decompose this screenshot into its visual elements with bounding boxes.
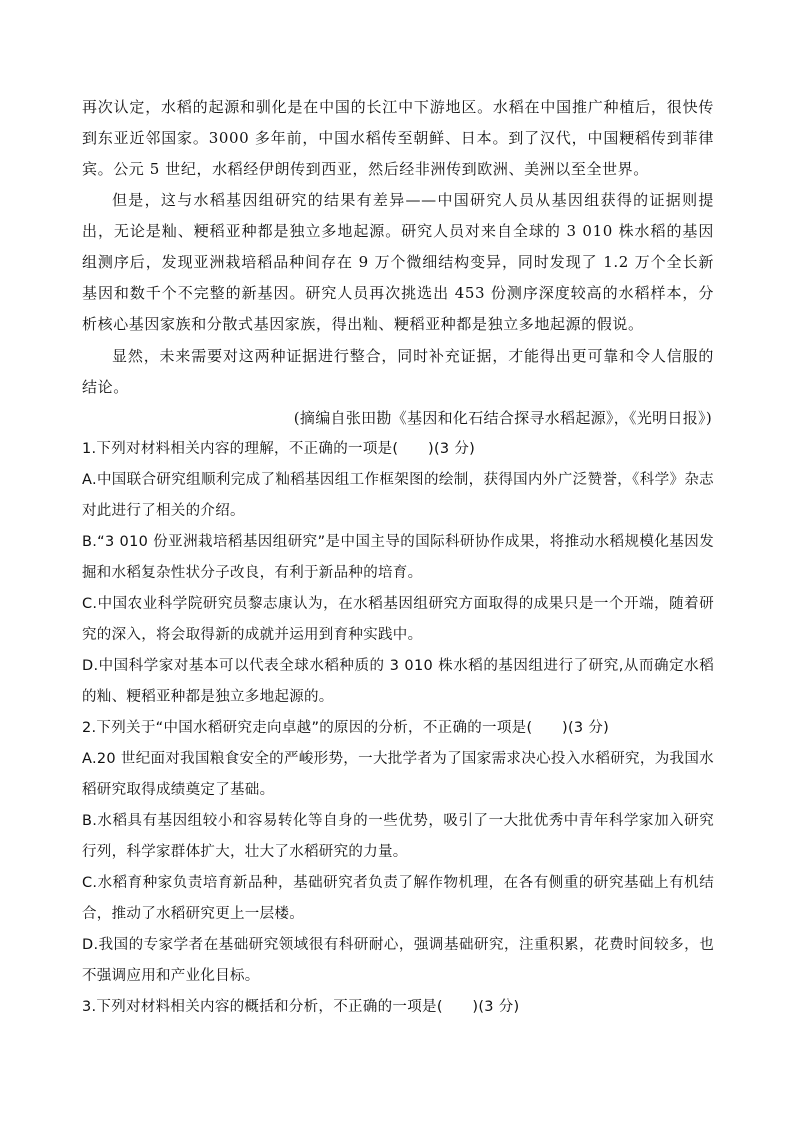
question-2-stem: 2.下列关于“中国水稻研究走向卓越”的原因的分析，不正确的一项是( )(3 分) (82, 720, 610, 736)
passage-paragraph-2: 但是，这与水稻基因组研究的结果有差异——中国研究人员从基因组获得的证据则提出，无论是籼、粳稻亚种都是独立多地起源。研究人员对来自全球的 3 010 株水稻的基因组测序后，发现亚洲栽培稻品种间存在 9 万个微细结构变异，同时发现了 1.2 万个全长新基因和数千个不完整的新基因。研究人员再次挑选出 453 份测序深度较高的水稻样本，分析核心基因家族和分散式基因家族，得出籼、粳稻亚种都是独立多地起源的假说。 (82, 191, 714, 333)
question-2-option-d: D.我国的专家学者在基础研究领域很有科研耐心，强调基础研究，注重积累，花费时间较多，也不强调应用和产业化目标。 (82, 937, 714, 984)
passage-source: (摘编自张田勘《基因和化石结合探寻水稻起源》，《光明日报》) (293, 409, 712, 427)
passage-paragraph-1: 再次认定，水稻的起源和驯化是在中国的长江中下游地区。水稻在中国推广种植后，很快传到东亚近邻国家。3000 多年前，中国水稻传至朝鲜、日本。到了汉代，中国粳稻传到菲律宾。公元 5 世纪，水稻经伊朗传到西亚，然后经非洲传到欧洲、美洲以至全世界。 (82, 98, 714, 178)
question-2-option-c: C.水稻育种家负责培育新品种，基础研究者负责了解作物机理，在各有侧重的研究基础上有机结合，推动了水稻研究更上一层楼。 (82, 875, 714, 922)
question-2-option-a: A.20 世纪面对我国粮食安全的严峻形势，一大批学者为了国家需求决心投入水稻研究，为我国水稻研究取得成绩奠定了基础。 (82, 751, 714, 798)
question-1-option-d: D.中国科学家对基本可以代表全球水稻种质的 3 010 株水稻的基因组进行了研究,从而确定水稻的籼、粳稻亚种都是独立多地起源的。 (82, 658, 714, 705)
passage-paragraph-3: 显然，未来需要对这两种证据进行整合，同时补充证据，才能得出更可靠和令人信服的结论。 (82, 347, 714, 396)
question-2-option-b: B.水稻具有基因组较小和容易转化等自身的一些优势，吸引了一大批优秀中青年科学家加入研究行列，科学家群体扩大，壮大了水稻研究的力量。 (82, 813, 714, 860)
question-1-option-a: A.中国联合研究组顺利完成了籼稻基因组工作框架图的绘制，获得国内外广泛赞誉，《科学》杂志对此进行了相关的介绍。 (82, 472, 714, 519)
question-3-stem: 3.下列对材料相关内容的概括和分析，不正确的一项是( )(3 分) (82, 999, 520, 1015)
question-1-stem: 1.下列对材料相关内容的理解，不正确的一项是( )(3 分) (82, 441, 476, 457)
question-1-option-b: B.“3 010 份亚洲栽培稻基因组研究”是中国主导的国际科研协作成果，将推动水稻规模化基因发掘和水稻复杂性状分子改良，有利于新品种的培育。 (82, 534, 714, 581)
question-1-option-c: C.中国农业科学院研究员黎志康认为，在水稻基因组研究方面取得的成果只是一个开端，随着研究的深入，将会取得新的成就并运用到育种实践中。 (82, 596, 714, 643)
